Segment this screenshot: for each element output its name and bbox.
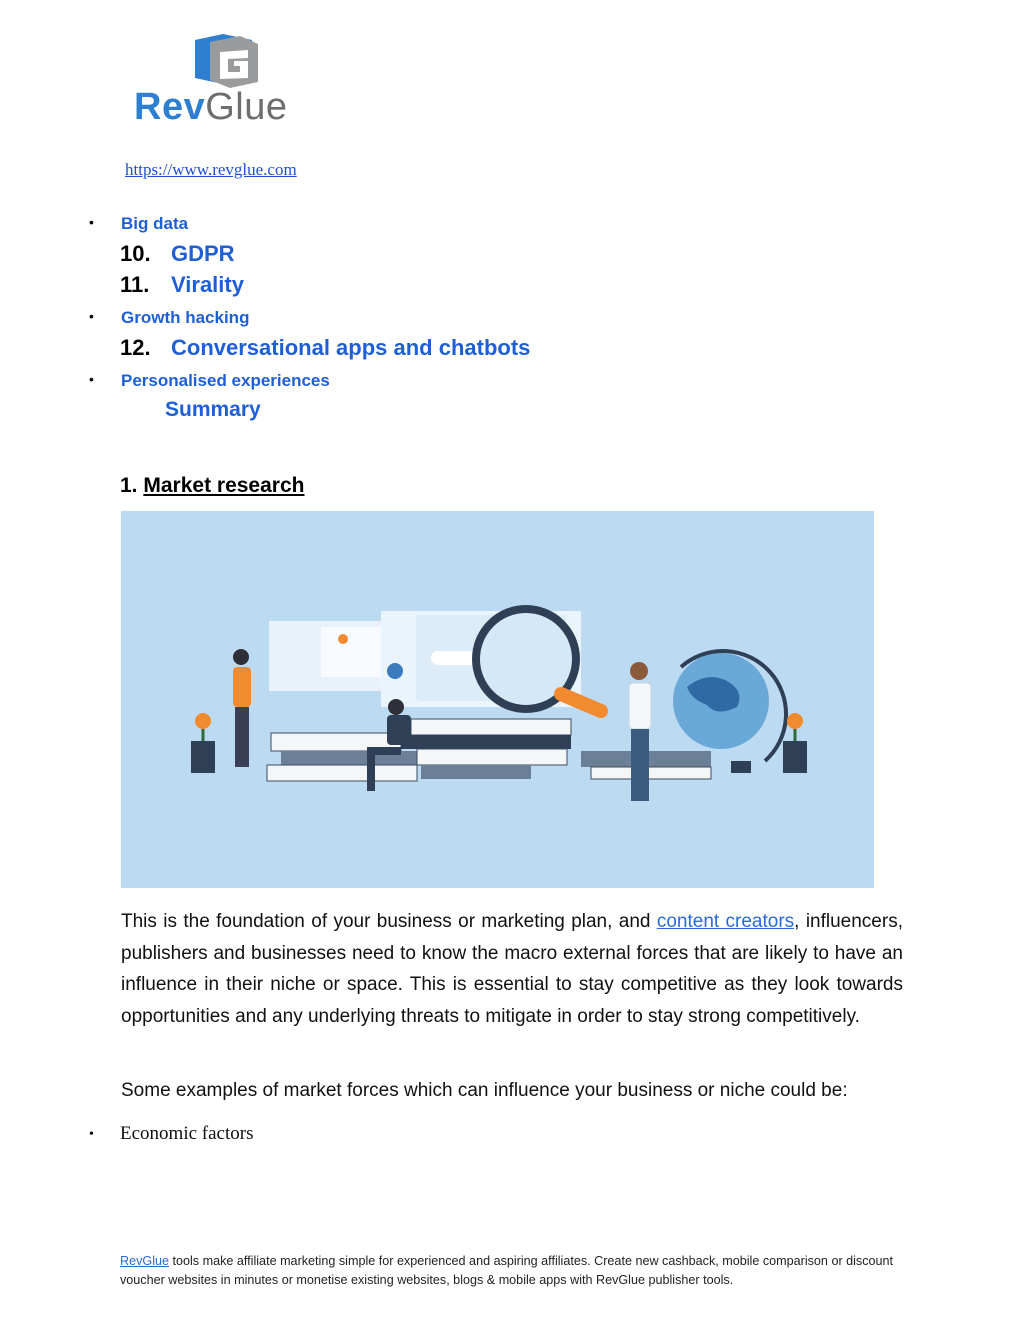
toc-item-number: 11.	[120, 272, 150, 297]
footer-revglue-link[interactable]: RevGlue	[120, 1254, 169, 1268]
toc-item-label[interactable]: Conversational apps and chatbots	[171, 335, 531, 360]
toc-item-label[interactable]: Growth hacking	[121, 308, 250, 327]
toc-item-label[interactable]: Summary	[165, 398, 261, 421]
content-creators-link[interactable]: content creators	[656, 911, 795, 932]
toc-item-label[interactable]: Personalised experiences	[121, 371, 330, 390]
toc-item-label[interactable]: Big data	[121, 214, 189, 233]
toc-item-number: 12.	[120, 335, 151, 360]
section-heading	[120, 474, 304, 498]
bullet-icon: •	[89, 214, 94, 230]
toc-item-number: 10.	[120, 241, 151, 266]
bullet-icon: •	[89, 308, 94, 324]
toc-item-label[interactable]: Virality	[171, 272, 244, 297]
market-research-illustration	[121, 511, 874, 888]
section-title: Market research	[143, 474, 305, 497]
footer-text: tools make affiliate marketing simple for experienced and aspiring affiliates. Create new cashback, mobile comparison or discount voucher websites in minutes or monetise existing websites, blogs & mobile apps with RevGlue publisher tools.	[120, 1254, 894, 1287]
page-footer	[120, 1252, 910, 1290]
bullet-icon: •	[89, 371, 94, 387]
list-item-label: Economic factors	[120, 1123, 254, 1144]
bullet-icon: •	[89, 1127, 94, 1142]
toc-item-label[interactable]: GDPR	[171, 241, 235, 266]
body-paragraph	[121, 906, 903, 1032]
site-url-link[interactable]: https://www.revglue.com	[125, 160, 297, 179]
brand-wordmark-glue: Glue	[205, 86, 288, 128]
section-number: 1.	[120, 474, 138, 497]
para1-lead: This is the foundation of your business or marketing plan, and	[121, 911, 657, 932]
para1-rest: , influencers, publishers and businesses need to know the macro external forces that are likely to have an influence in their niche or space. This is essential to stay competitive as they look towards opportunities and any underlying threats to mitigate in order to stay strong competitively.	[121, 911, 903, 1027]
brand-wordmark	[134, 84, 288, 130]
brand-wordmark-rev: Rev	[134, 86, 206, 128]
body-paragraph: Some examples of market forces which can influence your business or niche could be:	[121, 1080, 848, 1101]
